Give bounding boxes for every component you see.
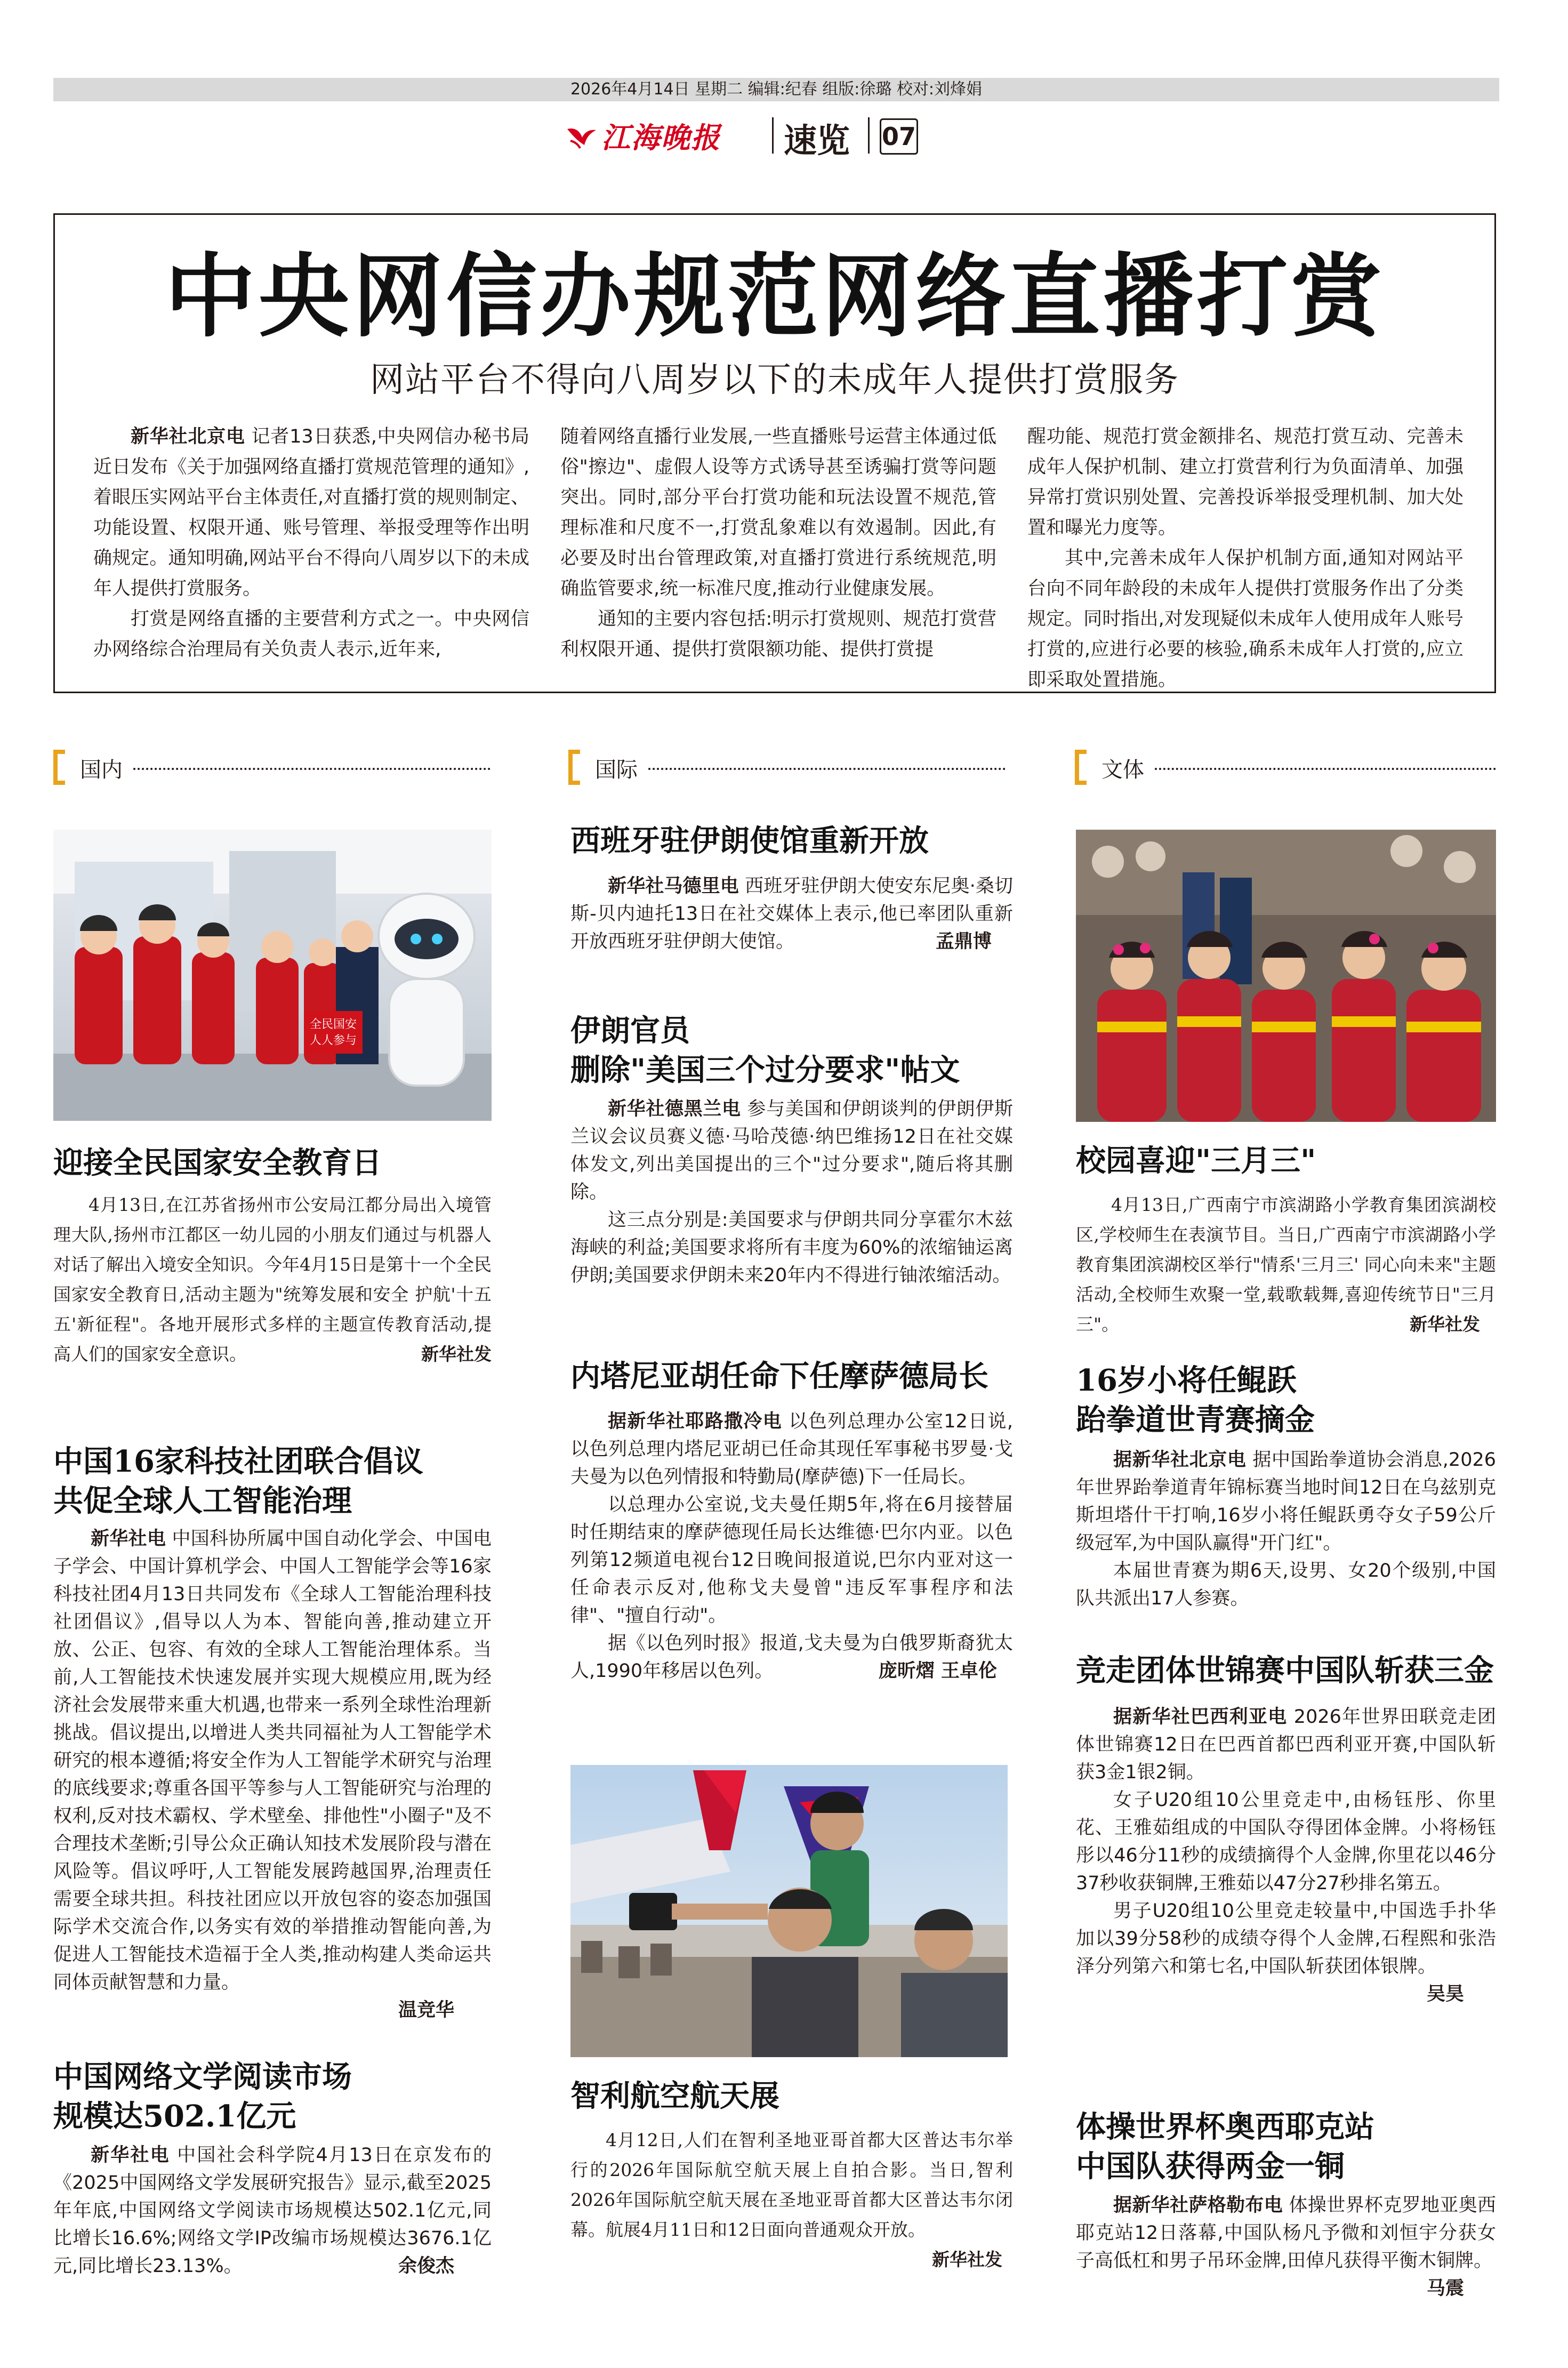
byline: 新华社马德里电 — [608, 876, 739, 897]
top-story — [53, 213, 1496, 693]
section-tag-domestic — [53, 750, 490, 785]
byline: 据新华社北京电 — [1113, 1449, 1247, 1471]
title-line: 体操世界杯奥西耶克站 — [1076, 2109, 1374, 2145]
svg-text:全民国安: 全民国安 — [309, 1018, 357, 1031]
article-title — [1076, 2107, 1496, 2186]
article-title: 竞走团体世锦赛中国队斩获三金 — [1076, 1653, 1494, 1688]
article-body — [570, 1408, 1013, 1685]
bracket-icon — [1075, 750, 1087, 785]
byline: 据新华社耶路撒冷电 — [608, 1411, 783, 1432]
byline: 新华社北京电 — [131, 426, 245, 447]
masthead-divider — [868, 117, 870, 154]
paragraph: 体操世界杯克罗地亚奥西耶克站12日落幕,中国队杨凡予微和刘恒宇分获女子高低杠和男子吊环金牌,田倬凡获得平衡木铜牌。 — [1076, 2195, 1496, 2271]
photo-credit: 新华社发 — [421, 1344, 492, 1364]
page-number: 07 — [880, 118, 918, 155]
dateline-text: 2026年4月14日 星期二 编辑:纪春 组版:徐璐 校对:刘烽娟 — [570, 80, 983, 99]
masthead — [565, 112, 970, 158]
paper-logo — [565, 114, 721, 157]
bracket-icon — [53, 750, 65, 785]
title-line: 中国16家科技社团联合倡议 — [53, 1444, 423, 1479]
photo-caption — [1076, 1190, 1496, 1339]
article-body — [570, 1095, 1013, 1289]
title-line: 中国队获得两金一铜 — [1076, 2149, 1345, 2184]
section-title: 速览 — [784, 121, 850, 160]
paragraph: 参与美国和伊朗谈判的伊朗伊斯兰议会议员赛义德·马哈茂德·纳巴维扬12日在社交媒体发文,列出美国提出的三个"过分要求",随后将其删除。 — [570, 1098, 1013, 1203]
article-body — [1076, 1703, 1496, 2008]
author: 余俊杰 — [398, 2255, 454, 2277]
byline: 新华社电 — [91, 1528, 166, 1550]
article-title: 校园喜迎"三月三" — [1076, 1143, 1316, 1178]
title-line: 共促全球人工智能治理 — [53, 1483, 352, 1519]
title-line: 规模达502.1亿元 — [53, 2099, 296, 2134]
paragraph: 记者13日获悉,中央网信办秘书局近日发布《关于加强网络直播打赏规范管理的通知》,着眼压实网站平台主体责任,对直播打赏的规则制定、功能设置、权限开通、账号管理、举报受理等作出明确规定。通知明确,网站平台不得向八周岁以下的未成年人提供打赏服务。 — [93, 426, 529, 599]
paragraph: 这三点分别是:美国要求与伊朗共同分享霍尔木兹海峡的利益;美国要求将所有丰度为60%的浓缩铀运离伊朗;美国要求伊朗未来20年内不得进行铀浓缩活动。 — [570, 1209, 1013, 1286]
article-title: 西班牙驻伊朗使馆重新开放 — [570, 823, 929, 858]
byline: 据新华社萨格勒布电 — [1113, 2195, 1283, 2216]
byline: 据新华社巴西利亚电 — [1113, 1706, 1288, 1728]
caption-text: 4月13日,在江苏省扬州市公安局江都分局出入境管理大队,扬州市江都区一幼儿园的小朋友们通过与机器人对话了解出入境安全知识。今年4月15日是第十一个全民国家安全教育日,活动主题为"统筹发展和安全 护航'十五五'新征程"。各地开展形式多样的主题宣传教育活动,提高人们的国家安全意识。 — [53, 1194, 492, 1364]
paragraph: 据中国跆拳道协会消息,2026年世界跆拳道青年锦标赛当地时间12日在乌兹别克斯坦塔什干打响,16岁小将任鲲跃勇夺女子59公斤级冠军,为中国队赢得"开门红"。 — [1076, 1449, 1496, 1554]
paragraph: 中国科协所属中国自动化学会、中国电子学会、中国计算机学会、中国人工智能学会等16家科技社团4月13日共同发布《全球人工智能治理科技社团倡议》,倡导以人为本、智能向善,推动建立开放、公正、包容、有效的全球人工智能治理体系。当前,人工智能技术快速发展并实现大规模应用,既为经济社会发展带来重大机遇,也带来一系列全球性治理新挑战。倡议提出,以增进人类共同福祉为人工智能学术研究的根本遵循;将安全作为人工智能学术研究与治理的底线要求;尊重各国平等参与人工智能研究与治理的权利,反对技术霸权、学术壁垒、排他性"小圈子"及不合理技术垄断;引导公众正确认知技术发展阶段与潜在风险等。倡议呼吁,人工智能发展跨越国界,治理责任需要全球共担。科技社团应以开放包容的姿态加强国际学术交流合作,以务实有效的举措推动智能向善,为促进人工智能技术造福于全人类,推动构建人类命运共同体贡献智慧和力量。 — [53, 1528, 492, 1993]
dotted-rule — [1155, 768, 1496, 770]
bracket-icon — [568, 750, 580, 785]
section-tag-label: 国内 — [80, 758, 123, 782]
article-body — [1076, 2192, 1496, 2302]
paragraph: 随着网络直播行业发展,一些直播账号运营主体通过低俗"擦边"、虚假人设等方式诱导甚至诱骗打赏等问题突出。同时,部分平台打赏功能和玩法设置不规范,管理标准和尺度不一,打赏乱象难以有效遏制。因此,有必要及时出台管理政策,对直播打赏进行系统规范,明确监管要求,统一标准尺度,推动行业健康发展。 — [560, 426, 996, 599]
article-title — [53, 1442, 492, 1521]
paragraph: 据《以色列时报》报道,戈夫曼为白俄罗斯裔犹太人,1990年移居以色列。 — [570, 1633, 1013, 1682]
article-title: 内塔尼亚胡任命下任摩萨德局长 — [570, 1359, 988, 1394]
dateline-bar — [53, 78, 1499, 101]
photo-caption — [570, 2125, 1013, 2275]
byline: 新华社电 — [91, 2145, 170, 2166]
paragraph: 2026年世界田联竞走团体世锦赛12日在巴西首都巴西利亚开赛,中国队斩获3金1银2铜。 — [1076, 1706, 1496, 1783]
article-body — [570, 872, 1013, 956]
photo-caption — [53, 1190, 492, 1369]
author: 温竞华 — [398, 2000, 454, 2021]
svg-text:人人参与: 人人参与 — [309, 1034, 357, 1047]
photo-sanyuesan — [1076, 830, 1496, 1122]
paragraph: 醒功能、规范打赏金额排名、规范打赏互动、完善未成年人保护机制、建立打赏营利行为负面清单、加强异常打赏识别处置、完善投诉举报受理机制、加大处置和曝光力度等。 — [1027, 426, 1464, 539]
top-story-column-2 — [560, 422, 996, 665]
article-title: 迎接全民国家安全教育日 — [53, 1145, 382, 1181]
article-body — [1076, 1446, 1496, 1612]
dotted-rule — [133, 768, 490, 770]
paragraph: 打赏是网络直播的主要营利方式之一。中央网信办网络综合治理局有关负责人表示,近年来, — [93, 608, 529, 660]
title-line: 中国网络文学阅读市场 — [53, 2059, 352, 2094]
masthead-divider — [772, 117, 774, 154]
article-title: 智利航空航天展 — [570, 2078, 779, 2114]
paragraph: 男子U20组10公里竞走较量中,中国选手扑华加以39分58秒的成绩夺得个人金牌,石程熙和张浩泽分列第六和第七名,中国队斩获团体银牌。 — [1076, 1900, 1496, 1977]
title-line: 跆拳道世青赛摘金 — [1076, 1402, 1315, 1438]
paragraph: 通知的主要内容包括:明示打赏规则、规范打赏营利权限开通、提供打赏限额功能、提供打赏提 — [560, 608, 996, 660]
section-tag-label: 国际 — [595, 758, 638, 782]
title-line: 16岁小将任鲲跃 — [1076, 1363, 1297, 1398]
photo-credit: 新华社发 — [932, 2249, 1002, 2270]
author: 庞昕熠 王卓伦 — [878, 1660, 997, 1682]
top-story-column-3 — [1027, 422, 1464, 695]
dotted-rule — [648, 768, 1006, 770]
byline: 新华社德黑兰电 — [608, 1098, 741, 1120]
article-body — [53, 1525, 492, 2024]
caption-text: 4月12日,人们在智利圣地亚哥首都大区普达韦尔举行的2026年国际航空航天展上自拍合影。当日,智利2026年国际航空航天展在圣地亚哥首都大区普达韦尔闭幕。航展4月11日和12日面向普通观众开放。 — [570, 2130, 1013, 2240]
photo-robot-kids — [53, 830, 492, 1121]
photo-credit: 新华社发 — [1410, 1314, 1480, 1335]
section-tag-international — [568, 750, 1006, 785]
article-body — [53, 2141, 492, 2280]
paragraph: 以总理办公室说,戈夫曼任期5年,将在6月接替届时任期结束的摩萨德现任局长达维德·巴尔内亚。以色列第12频道电视台12日晚间报道说,巴尔内亚对这一任命表示反对,他称戈夫曼曾"违反军事程序和法律"、"擅自行动"。 — [570, 1494, 1013, 1626]
top-story-headline: 中央网信办规范网络直播打赏 — [164, 243, 1385, 350]
top-story-subhead: 网站平台不得向八周岁以下的未成年人提供打赏服务 — [370, 360, 1179, 400]
swallow-logo-icon — [565, 119, 597, 151]
title-line: 删除"美国三个过分要求"帖文 — [570, 1053, 960, 1088]
top-story-column-1 — [93, 422, 529, 665]
article-title — [53, 2057, 492, 2136]
author: 马震 — [1426, 2278, 1464, 2299]
paragraph: 以色列总理办公室12日说,以色列总理内塔尼亚胡已任命其现任军事秘书罗曼·戈夫曼为以色列情报和特勤局(摩萨德)下一任局长。 — [570, 1411, 1013, 1488]
paper-name: 江海晚报 — [601, 120, 721, 155]
paragraph: 本届世青赛为期6天,设男、女20个级别,中国队共派出17人参赛。 — [1076, 1560, 1496, 1609]
paragraph: 中国社会科学院4月13日在京发布的《2025中国网络文学发展研究报告》显示,截至2025年年底,中国网络文学阅读市场规模达502.1亿元,同比增长16.6%;网络文学IP改编市场规模达3676.1亿元,同比增长23.13%。 — [53, 2145, 492, 2277]
section-tag-label: 文体 — [1101, 758, 1144, 782]
paragraph: 女子U20组10公里竞走中,由杨钰彤、你里花、王雅茹组成的中国队夺得团体金牌。小将杨钰彤以46分11秒的成绩摘得个人金牌,你里花以46分37秒收获铜牌,王雅茹以47分27秒排名第五。 — [1076, 1789, 1496, 1894]
caption-text: 4月13日,广西南宁市滨湖路小学教育集团滨湖校区,学校师生在表演节目。当日,广西南宁市滨湖路小学教育集团滨湖校区举行"情系'三月三' 同心向未来"主题活动,全校师生欢聚一堂,载歌载舞,喜迎传统节日"三月三"。 — [1076, 1194, 1496, 1335]
section-tag-culture — [1075, 750, 1496, 785]
article-title — [1076, 1361, 1496, 1440]
author: 孟鼎博 — [935, 931, 992, 952]
paragraph: 西班牙驻伊朗大使安东尼奥·桑切斯-贝内迪托13日在社交媒体上表示,他已率团队重新开放西班牙驻伊朗大使馆。 — [570, 876, 1013, 952]
photo-air-show — [570, 1765, 1008, 2057]
paragraph: 其中,完善未成年人保护机制方面,通知对网站平台向不同年龄段的未成年人提供打赏服务作出了分类规定。同时指出,对发现疑似未成年人使用成年人账号打赏的,应进行必要的核验,确系未成年人打赏的,应立即采取处置措施。 — [1027, 548, 1464, 691]
title-line: 伊朗官员 — [570, 1013, 690, 1048]
author: 吴昊 — [1426, 1984, 1464, 2005]
article-title — [570, 1011, 1013, 1090]
